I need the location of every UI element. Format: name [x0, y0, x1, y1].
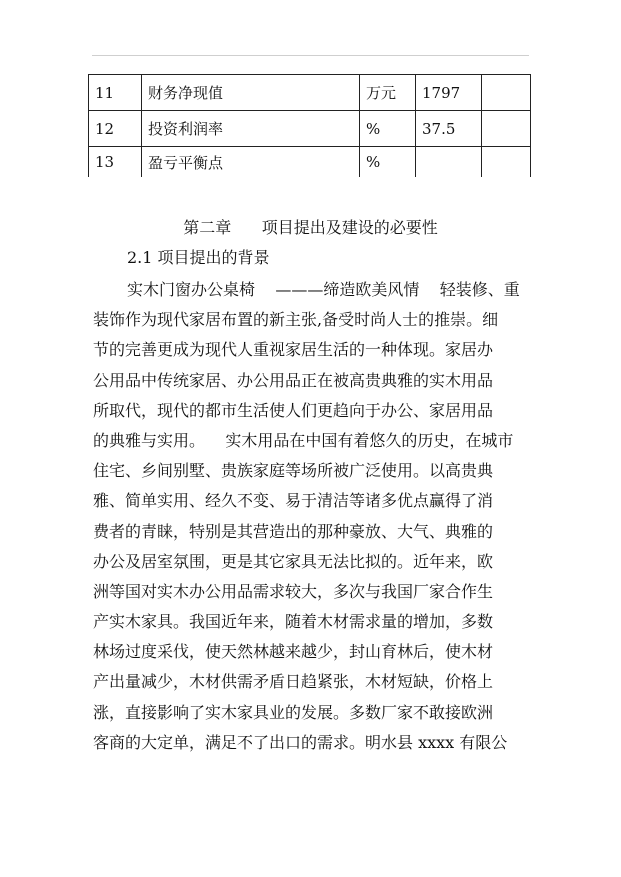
- text-line: 公用品中传统家居、办公用品正在被高贵典雅的实木用品: [93, 370, 494, 390]
- metric-unit: %: [360, 111, 416, 147]
- text-line: 产实木家具。我国近年来，随着木材需求量的增加，多数: [93, 612, 494, 632]
- text-line: 雅、简单实用、经久不变、易于清洁等诸多优点赢得了消: [93, 491, 494, 511]
- text-line: 实木门窗办公桌椅 ———缔造欧美风情 轻装修、重: [127, 280, 520, 299]
- metric-name: 财务净现值: [142, 75, 360, 111]
- row-number: 13: [89, 147, 142, 178]
- text-line: 所取代，现代的都市生活使人们更趋向于办公、家居用品: [93, 400, 494, 420]
- table-row: [89, 147, 531, 178]
- financial-metrics-table: [88, 74, 531, 177]
- text-line: 办公及居室氛围，更是其它家具无法比拟的。近年来，欧: [93, 551, 494, 571]
- text-line: 客商的大定单，满足不了出口的需求。明水县 xxxx 有限公: [93, 732, 508, 752]
- header-rule: [92, 55, 529, 56]
- chapter-title: 第二章 项目提出及建设的必要性: [183, 218, 438, 237]
- table-row: [89, 75, 531, 111]
- text-line: 费者的青睐，特别是其营造出的那种豪放、大气、典雅的: [93, 521, 494, 541]
- text-line: 住宅、乡间别墅、贵族家庭等场所被广泛使用。以高贵典: [93, 461, 494, 481]
- text-line: 装饰作为现代家居布置的新主张,备受时尚人士的推崇。细: [93, 310, 499, 330]
- text-line: 涨，直接影响了实木家具业的发展。多数厂家不敢接欧洲: [93, 702, 494, 722]
- body-paragraph: [93, 275, 533, 758]
- section-title: 2.1 项目提出的背景: [127, 248, 270, 267]
- metric-note: [482, 75, 531, 111]
- metric-value: 1797: [416, 75, 482, 111]
- table-row: [89, 111, 531, 147]
- text-line: 节的完善更成为现代人重视家居生活的一种体现。家居办: [93, 340, 494, 360]
- metric-note: [482, 147, 531, 178]
- text-line: 的典雅与实用。 实木用品在中国有着悠久的历史，在城市: [93, 430, 514, 450]
- metric-value: 37.5: [416, 111, 482, 147]
- text-line: 洲等国对实木办公用品需求较大，多次与我国厂家合作生: [93, 581, 494, 601]
- metric-unit: 万元: [360, 75, 416, 111]
- metric-value: [416, 147, 482, 178]
- metric-unit: %: [360, 147, 416, 178]
- metric-name: 投资利润率: [142, 111, 360, 147]
- text-line: 产出量减少，木材供需矛盾日趋紧张，木材短缺，价格上: [93, 672, 494, 692]
- metric-note: [482, 111, 531, 147]
- metric-name: 盈亏平衡点: [142, 147, 360, 178]
- row-number: 11: [89, 75, 142, 111]
- text-line: 林场过度采伐，使天然林越来越少，封山育林后，使木材: [93, 642, 494, 662]
- row-number: 12: [89, 111, 142, 147]
